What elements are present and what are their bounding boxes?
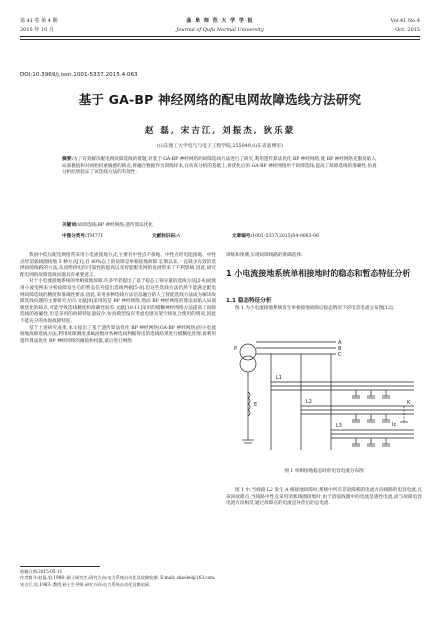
fig1-discussion (226, 488, 422, 508)
fig-label-a: A (338, 340, 342, 346)
authors: 赵 磊, 宋吉江, 刘振杰, 狄乐蒙 (144, 126, 296, 136)
abstract-label: 摘要: (62, 157, 74, 162)
footnote-rule (20, 566, 100, 567)
doccode-value: A (176, 234, 181, 239)
doccode-label: 文献标识码: (152, 234, 177, 239)
intro-paragraph-1: 我国中低压配电网络常采用小电流接地方式,主要有中性点不接地、中性点经电阻接地、中性点经消弧线圈接地 3 种方式[1].目 80%以上的故障是单相接地故障.长期以来,一直缺少有效的选择故障线路的方法,从而给供电的可靠性的提高以及智能配电网的发展带来了不利影响.因此,研究配电网的故障选线问题具有重要意义. (20, 253, 216, 278)
header-rule-thin (20, 39, 420, 40)
figure-1-caption: 图 1 单相接地稳态时的电容电流分布图 (284, 469, 364, 474)
clc-number (62, 233, 103, 239)
left-column (20, 253, 216, 345)
intro-paragraph-3: 基于上述研究成果,本文提出了基于遗传算法优化 BP 神经网络(GA-BP 神经网络)的小电流接地故障选线方法,利用故障测度隶属函数对各种选线判据得出的选线结果进行模糊化处理,再利用遗传算法优化 BP 神经网络的阈值和权值,最后进行网络 (20, 325, 216, 344)
fig-label-ic: Ic (392, 422, 397, 428)
header-rule (20, 36, 420, 37)
header-journal-cn: 曲 阜 师 范 大 学 学 报 (186, 18, 254, 24)
fig-label-l2: L2 (306, 399, 312, 405)
keywords (62, 222, 153, 228)
subsection-1-1-heading: 1.1 稳态特征分析 (226, 298, 272, 304)
abstract-text: 为了有效解决配电网故障选线的难题,对基于 GA-BP 神经网络的故障选线方法进行了研究,利用遗传算法优化 BP 神经网络,使 BP 神经网络克服易陷入局部极值和对初始权重敏感的缺点,将融合数据作为训练样本,在仿真分析的基础上,将优化后的 GA-BP 神经网络用于故障选线,提高了故障选线的准确性,仿真分析结果验证了该选线方法的有效性. (62, 157, 377, 176)
clc-value: TM771 (86, 234, 104, 239)
fig1-discussion-paragraph: 图 1 中,当线路 L2 发生 A 相接地故障时,系统中所有非故障相的电流方向线路的电容电流,且该回故障点,当线路中性点采用消弧线圈接地时,由于消弧线圈中的电流是感性电流,而与故障电容电流方向相反,通过故障点的电流是补偿后的总电流. (226, 488, 422, 507)
header-journal-en: Journal of Qufu Normal University (176, 27, 264, 33)
intro-paragraph-2: 对于小电流接地系统的单相接地故障,许多学者提出了基于稳态工频分量的选线方法[2-4]或使用小波变换来分析故障发生后的暂态信号提出选线判据[5-8].但这些选线方法仍然不能满足配电网故障选线的精度和准确性要求.因此,采用多种选线方法信息融合的人工智能选线方法成为解决故障选线问题的主要研究方向.文献[9]采用的是 BP 神经网络,然而 BP 神经网络的算法易陷入局部极优化的缺点,可能导致选线精度和准确性较差.文献[10-11]采用的模糊神经网络方法提高了故障选线的准确性,但是采用的故障特征量较少,仿真模型没有考虑电感及架空线复合使用的情况,因此不能充分的体现故障特征. (20, 279, 217, 324)
footnote-received: 收稿日期:2015-05-11 (20, 569, 63, 574)
article-no-label: 文章编号: (232, 234, 253, 239)
section-1-heading: 1 小电流接地系统单相接地时的稳态和暂态特征分析 (226, 269, 411, 278)
keywords-label: 关键词: (62, 223, 78, 228)
doi: DOI:10.3969/j.issn.1001-5337.2015.4.063 (20, 72, 138, 78)
footnote (20, 569, 420, 588)
footnote-author2: 宋吉江,男,1963-,教授,硕士生导师;研究方向:电力系统自动化及微电网. (20, 581, 151, 587)
fig-label-l1: L1 (276, 375, 282, 381)
footnote-author1: 作者简介:赵磊,男,1988-,硕士研究生;研究方向:电力系统自动化及故障检测. E-mail: zhaolei@163.com. (20, 575, 216, 581)
document-code (152, 233, 180, 239)
abstract (62, 157, 378, 177)
article-number (232, 233, 319, 239)
right-column-top (226, 253, 422, 260)
fig-label-k: K (407, 400, 411, 406)
header-date-cn: 2015 年 10 月 (20, 27, 54, 33)
header-vol-en: Vol.41 No.4 (390, 18, 420, 24)
article-no-value: 1001-5337(2015)04-0063-06 (252, 234, 319, 239)
affiliation: (山东理工大学电气与电子工程学院,255049,山东省淄博市) (157, 144, 283, 149)
fig1-intro-paragraph: 图 1 为小电流接地系统发生单相接地故障后稳态情况下的电容电流分布图[12]. (235, 306, 395, 311)
fig-label-c: C (338, 352, 342, 358)
keywords-text: 故障选线;BP 神经网络;遗传算法优化 (77, 223, 153, 228)
fig-label-l3: L3 (336, 423, 342, 429)
page-title: 基于 GA-BP 神经网络的配电网故障选线方法研究 (78, 92, 362, 107)
fig1-intro (226, 306, 422, 313)
header-date-en: Oct. 2015 (395, 27, 420, 33)
intro-tail: 训练和预测,实现故障线路的准确选择. (226, 253, 303, 258)
fig-label-b: B (338, 346, 342, 352)
clc-label: 中图分类号: (62, 234, 87, 239)
fig-label-p: P (234, 346, 238, 352)
header-vol-cn: 第 41 卷 第 4 期 (20, 18, 58, 24)
fig-label-e: E (254, 402, 258, 408)
figure-1-circuit (226, 322, 422, 464)
